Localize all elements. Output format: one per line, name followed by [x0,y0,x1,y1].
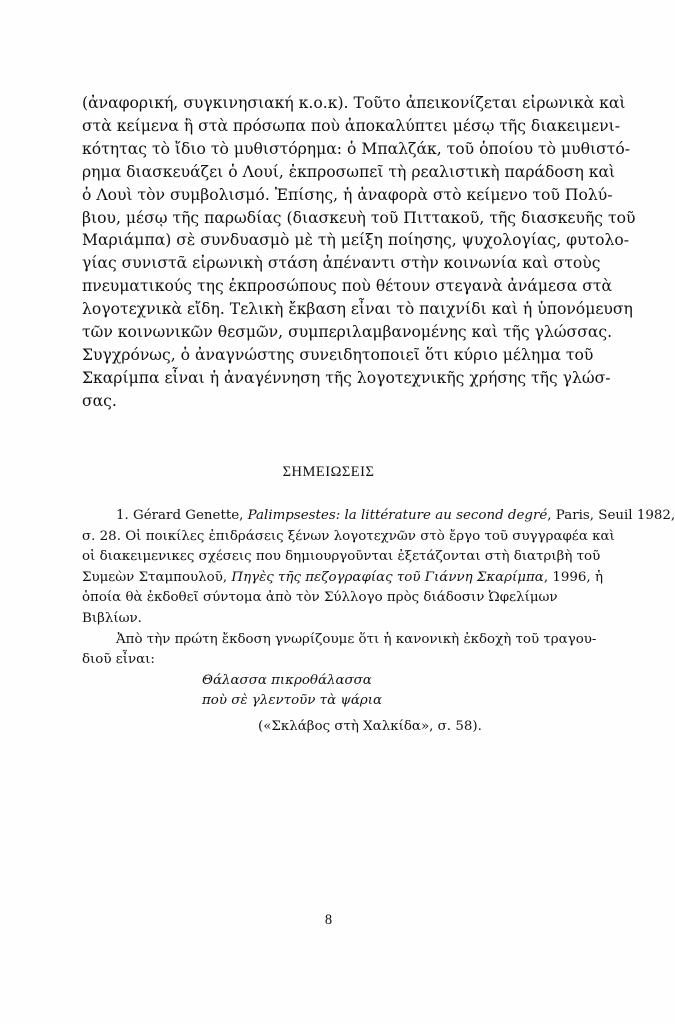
note-1-line: ὁποία θὰ ἐκδοθεῖ σύντομα ἀπὸ τὸν Σύλλογο πρὸς διάδοσιν Ὠφελίμων [82,590,558,606]
note-1-suffix: , Paris, Seuil 1982, [547,508,675,523]
note-1-prefix: 1. Gérard Genette, [116,508,248,523]
note-1-year: , 1996, ἡ [543,569,603,585]
page-number: 8 [324,912,333,928]
text-line: Μαριάμπα) σὲ συνδυασμὸ μὲ τὴ μείξη ποίησης, ψυχολογίας, φυτολο- [82,231,630,250]
text-line: ρημα διασκευάζει ὁ Λουί, ἐκπροσωπεῖ τὴ ρεαλιστικὴ παράδοση καὶ [82,162,616,181]
text-line: πνευματικούς της ἐκπροσώπους ποὺ θέτουν στεγανὰ ἀνάμεσα στὰ [82,277,613,296]
notes-section [82,506,675,738]
text-line: τῶν κοινωνικῶν θεσμῶν, συμπεριλαμβανομένης καὶ τῆς γλώσσας. [82,323,613,342]
poem-line: Θάλασσα πικροθάλασσα [202,672,372,688]
text-line: σας. [82,391,117,410]
note-2-line: διοῦ εἶναι: [82,652,155,668]
note-1-line: σ. 28. Οἱ ποικίλες ἐπιδράσεις ξένων λογοτεχνῶν στὸ ἔργο τοῦ συγγραφέα καὶ [82,528,615,544]
text-line: κότητας τὸ ἴδιο τὸ μυθιστόρημα: ὁ Μπαλζάκ, τοῦ ὁποίου τὸ μυθιστό- [82,139,631,158]
text-line: Συγχρόνως, ὁ ἀναγνώστης συνειδητοποιεῖ ὅτι κύριο μέλημα τοῦ [82,345,594,364]
note-1-line [82,568,610,589]
text-line: βιου, μέσῳ τῆς παρωδίας (διασκευὴ τοῦ Πιττακοῦ, τῆς διασκευῆς τοῦ [82,208,636,227]
note-1-line: οἱ διακειμενικες σχέσεις που δημιουργοῦνται ἐξετάζονται στὴ διατριβὴ τοῦ [82,549,601,565]
poem-line: ποὺ σὲ γλεντοῦν τὰ ψάρια [202,693,383,709]
poem-source: («Σκλάβος στὴ Χαλκίδα», σ. 58). [258,718,482,734]
note-1-author: Συμεὼν Σταμπουλοῦ, [82,569,232,585]
text-line: ὁ Λουὶ τὸν συμβολισμό. Ἐπίσης, ἡ ἀναφορὰ στὸ κείμενο τοῦ Πολύ- [82,185,613,204]
text-line: γίας συνιστᾶ εἰρωνικὴ στάση ἀπέναντι στὴν κοινωνία καὶ στοὺς [82,254,601,273]
notes-heading: ΣΗΜΕΙΩΣΕΙΣ [282,464,375,480]
note-1-thesis-title: Πηγὲς τῆς πεζογραφίας τοῦ Γιάννη Σκαρίμπα [231,569,544,585]
note-1-line: Βιβλίων. [82,610,142,626]
note-1-line [82,506,675,527]
text-line: Σκαρίμπα εἶναι ἡ ἀναγέννηση τῆς λογοτεχνικῆς χρήσης τῆς γλώσ- [82,368,611,387]
text-line: λογοτεχνικὰ εἴδη. Τελικὴ ἔκβαση εἶναι τὸ παιχνίδι καὶ ἡ ὑπονόμευση [82,300,633,319]
note-1-book-title: Palimpsestes: la littérature au second degré [247,508,548,523]
text-line: (ἀναφορική, συγκινησιακή κ.ο.κ). Τοῦτο ἀπεικονίζεται εἰρωνικὰ καὶ [82,94,626,112]
note-2-line: Ἀπὸ τὴν πρώτη ἔκδοση γνωρίζουμε ὅτι ἡ κανονικὴ ἐκδοχὴ τοῦ τραγου- [116,631,597,647]
text-line: στὰ κείμενα ἢ στὰ πρόσωπα ποὺ ἀποκαλύπτει μέσῳ τῆς διακειμενι- [82,116,620,135]
main-paragraph [82,92,636,413]
